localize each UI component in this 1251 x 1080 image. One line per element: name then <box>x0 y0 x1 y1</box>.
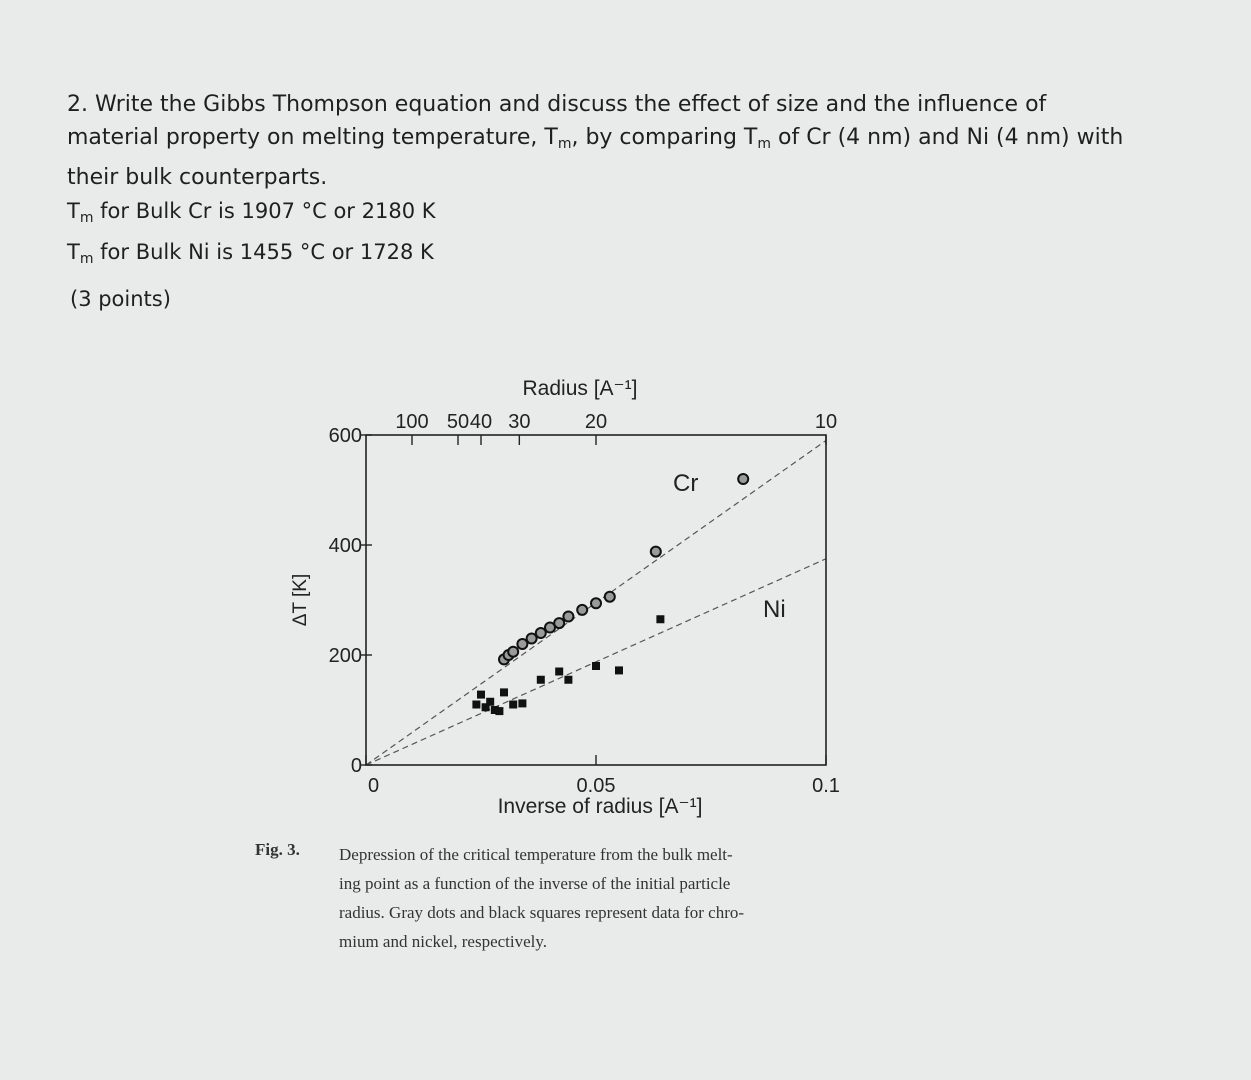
subscript-m: m <box>79 251 94 267</box>
fit-line-ni <box>366 559 826 765</box>
data-point-ni <box>564 676 572 684</box>
top-tick-label: 50 <box>446 411 470 433</box>
data-point-ni <box>477 691 485 699</box>
top-tick-label: 30 <box>508 411 531 433</box>
top-axis-title: Radius [A⁻¹] <box>522 377 638 400</box>
tm-symbol: T <box>67 240 80 264</box>
caption-line-2: ing point as a function of the inverse of the initial particle <box>339 874 731 893</box>
data-point-ni <box>495 707 503 715</box>
caption-label: Fig. 3. <box>255 840 300 859</box>
data-point-cr <box>591 598 601 608</box>
caption-line-1: Depression of the critical temperature from the bulk melt- <box>339 845 733 864</box>
y-tick-label: 600 <box>328 425 362 447</box>
y-tick-label: 400 <box>328 535 362 557</box>
data-point-ni <box>472 701 480 709</box>
x-tick-label: 0 <box>368 775 380 797</box>
data-point-ni <box>656 615 664 623</box>
subscript-m: m <box>557 136 572 152</box>
x-tick-label: 0.1 <box>812 775 840 797</box>
data-point-cr <box>563 612 573 622</box>
question-line-2-part-a: material property on melting temperature, T <box>67 125 558 150</box>
melting-depression-chart <box>270 360 890 830</box>
data-point-cr <box>605 592 615 602</box>
x-axis-title: Inverse of radius [A⁻¹] <box>497 795 703 818</box>
y-tick-label: 0 <box>350 755 362 777</box>
y-axis-title: ΔT [K] <box>290 573 311 627</box>
top-tick-label: 10 <box>814 411 838 433</box>
tm-ni-line <box>67 235 1167 276</box>
question-line-3: their bulk counterparts. <box>67 165 328 190</box>
question-line-2 <box>67 121 1167 161</box>
data-point-cr <box>554 618 564 628</box>
data-point-cr <box>651 547 661 557</box>
data-point-ni <box>555 668 563 676</box>
tm-cr-text: for Bulk Cr is 1907 °C or 2180 K <box>93 199 436 223</box>
top-tick-label: 20 <box>584 411 608 433</box>
top-tick-label: 100 <box>395 411 429 433</box>
data-point-ni <box>518 699 526 707</box>
data-point-ni <box>486 698 494 706</box>
data-point-cr <box>517 639 527 649</box>
caption-line-4: mium and nickel, respectively. <box>339 932 548 951</box>
top-tick-label: 40 <box>469 411 493 433</box>
tm-cr-line <box>67 194 1167 235</box>
series-label-ni: Ni <box>763 596 786 623</box>
tm-symbol: T <box>67 199 80 223</box>
series-label-cr: Cr <box>673 470 699 497</box>
data-point-cr <box>738 474 748 484</box>
data-point-ni <box>615 666 623 674</box>
tm-ni-text: for Bulk Ni is 1455 °C or 1728 K <box>93 240 434 264</box>
data-point-ni <box>592 662 600 670</box>
y-tick-label: 200 <box>328 645 362 667</box>
points-label: (3 points) <box>70 287 171 311</box>
question-text <box>67 88 1167 276</box>
data-point-cr <box>536 628 546 638</box>
caption-line-3: radius. Gray dots and black squares represent data for chro- <box>339 903 745 922</box>
x-tick-label: 0.05 <box>576 775 616 797</box>
subscript-m: m <box>79 210 94 226</box>
question-line-2-part-b: , by comparing T <box>571 125 758 150</box>
data-point-cr <box>577 605 587 615</box>
caption-text <box>339 840 879 956</box>
data-point-ni <box>509 701 517 709</box>
subscript-m: m <box>757 136 771 152</box>
data-point-cr <box>527 634 537 644</box>
question-line-2-part-c: of Cr (4 nm) and Ni (4 nm) with <box>771 125 1124 150</box>
data-point-ni <box>537 676 545 684</box>
data-point-cr <box>508 647 518 657</box>
data-point-ni <box>500 688 508 696</box>
question-line-1: 2. Write the Gibbs Thompson equation and discuss the effect of size and the influence of <box>67 92 1047 117</box>
